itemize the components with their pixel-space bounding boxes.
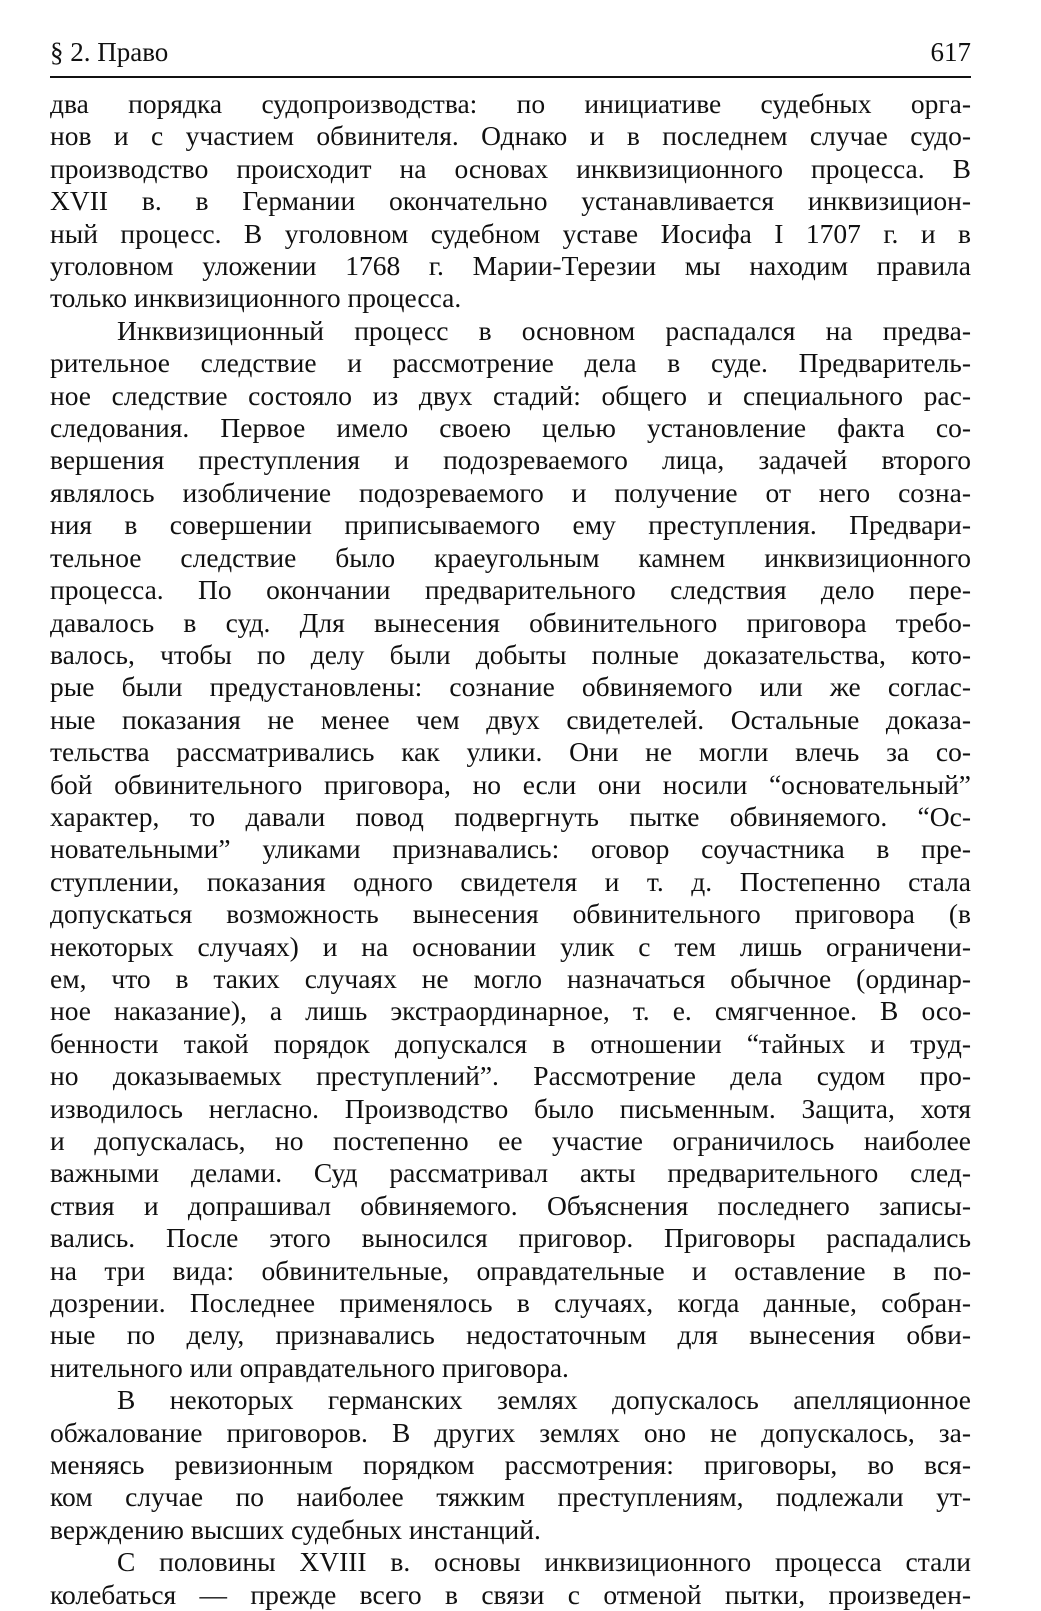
text-line: ные показания не менее чем двух свидетелей. Остальные доказа-	[50, 703, 971, 735]
text-line: рительное следствие и рассмотрение дела в суде. Предваритель-	[50, 347, 971, 379]
text-line: нов и с участием обвинителя. Однако и в последнем случае судо-	[50, 120, 971, 152]
text-line: уголовном уложении 1768 г. Марии-Терезии мы находим правила	[50, 250, 971, 282]
text-line: производство происходит на основах инквизиционного процесса. В	[50, 152, 971, 184]
text-line: только инквизиционного процесса.	[50, 282, 462, 314]
text-line: тельное следствие было краеугольным камнем инквизиционного	[50, 541, 971, 573]
text-line: на три вида: обвинительные, оправдательные и оставление в по-	[50, 1254, 971, 1286]
text-line: меняясь ревизионным порядком рассмотрения: приговоры, во вся-	[50, 1449, 971, 1481]
paragraph	[50, 315, 971, 1384]
text-line: бой обвинительного приговора, но если они носили “основательный”	[50, 768, 971, 800]
text-line: важными делами. Суд рассматривал акты предварительного след-	[50, 1157, 971, 1189]
text-line: и допускалась, но постепенно ее участие ограничилось наиболее	[50, 1125, 971, 1156]
text-line: некоторых случаях) и на основании улик с тем лишь ограничени-	[50, 930, 971, 962]
text-line: ступлении, показания одного свидетеля и т. д. Постепенно стала	[50, 865, 971, 897]
text-line: являлось изобличение подозреваемого и получение от него созна-	[50, 476, 971, 508]
text-line: ные по делу, признавались недостаточным для вынесения обви-	[50, 1319, 971, 1351]
section-title: § 2. Право	[50, 37, 169, 67]
text-line: ное следствие состояло из двух стадий: общего и специального рас-	[50, 379, 971, 411]
text-line: В некоторых германских землях допускалось апелляционное	[117, 1384, 971, 1416]
body-text	[50, 88, 971, 1611]
text-line: ния в совершении приписываемого ему преступления. Предвари-	[50, 509, 971, 541]
text-line: характер, то давали повод подвергнуть пытке обвиняемого. “Ос-	[50, 800, 971, 832]
text-line: ем, что в таких случаях не могло назначаться обычное (ординар-	[50, 962, 971, 994]
text-line: Инквизиционный процесс в основном распадался на предва-	[117, 314, 971, 346]
text-line: изводилось негласно. Производство было письменным. Защита, хотя	[50, 1092, 971, 1124]
text-line: валось, чтобы по делу были добыты полные доказательства, кото-	[50, 638, 971, 670]
text-line: ком случае по наиболее тяжким преступлениям, подлежали ут-	[50, 1481, 971, 1513]
text-line: нительного или оправдательного приговора.	[50, 1351, 569, 1383]
text-line: новательными” уликами признавались: оговор соучастника в пре-	[50, 833, 971, 865]
text-line: ный процесс. В уголовном судебном уставе Иосифа I 1707 г. и в	[50, 217, 971, 249]
text-line: верждению высших судебных инстанций.	[50, 1513, 541, 1545]
text-line: ствия и допрашивал обвиняемого. Объяснения последнего записы-	[50, 1189, 971, 1221]
paragraph	[50, 88, 971, 315]
text-line: процесса. По окончании предварительного следствия дело пере-	[50, 574, 971, 606]
text-line: но доказываемых преступлений”. Рассмотрение дела судом про-	[50, 1060, 971, 1092]
text-line: обжалование приговоров. В других землях оно не допускалось, за-	[50, 1416, 971, 1448]
text-line: рые были предустановлены: сознание обвиняемого или же соглас-	[50, 671, 971, 703]
text-line: колебаться — прежде всего в связи с отменой пытки, произведен-	[50, 1578, 971, 1610]
text-line: давалось в суд. Для вынесения обвинительного приговора требо-	[50, 606, 971, 638]
text-line: вершения преступления и подозреваемого лица, задачей второго	[50, 444, 971, 476]
text-line: вались. После этого выносился приговор. Приговоры распадались	[50, 1222, 971, 1254]
page-number: 617	[930, 37, 971, 67]
book-page	[50, 36, 971, 1611]
text-line: ное наказание), а лишь экстраординарное, т. е. смягченное. В осо-	[50, 995, 971, 1027]
running-head	[50, 36, 971, 78]
text-line: два порядка судопроизводства: по инициативе судебных орга-	[50, 88, 971, 119]
text-line: тельства рассматривались как улики. Они не могли влечь за со-	[50, 736, 971, 768]
text-line: допускаться возможность вынесения обвинительного приговора (в	[50, 898, 971, 930]
paragraph	[50, 1384, 971, 1546]
paragraph	[50, 1546, 971, 1611]
text-line: следования. Первое имело своею целью установление факта со-	[50, 412, 971, 444]
text-line: бенности такой порядок допускался в отношении “тайных и труд-	[50, 1027, 971, 1059]
text-line: дозрении. Последнее применялось в случаях, когда данные, собран-	[50, 1287, 971, 1319]
text-line: XVII в. в Германии окончательно устанавливается инквизицион-	[50, 185, 971, 217]
text-line: С половины XVIII в. основы инквизиционного процесса стали	[117, 1546, 971, 1578]
